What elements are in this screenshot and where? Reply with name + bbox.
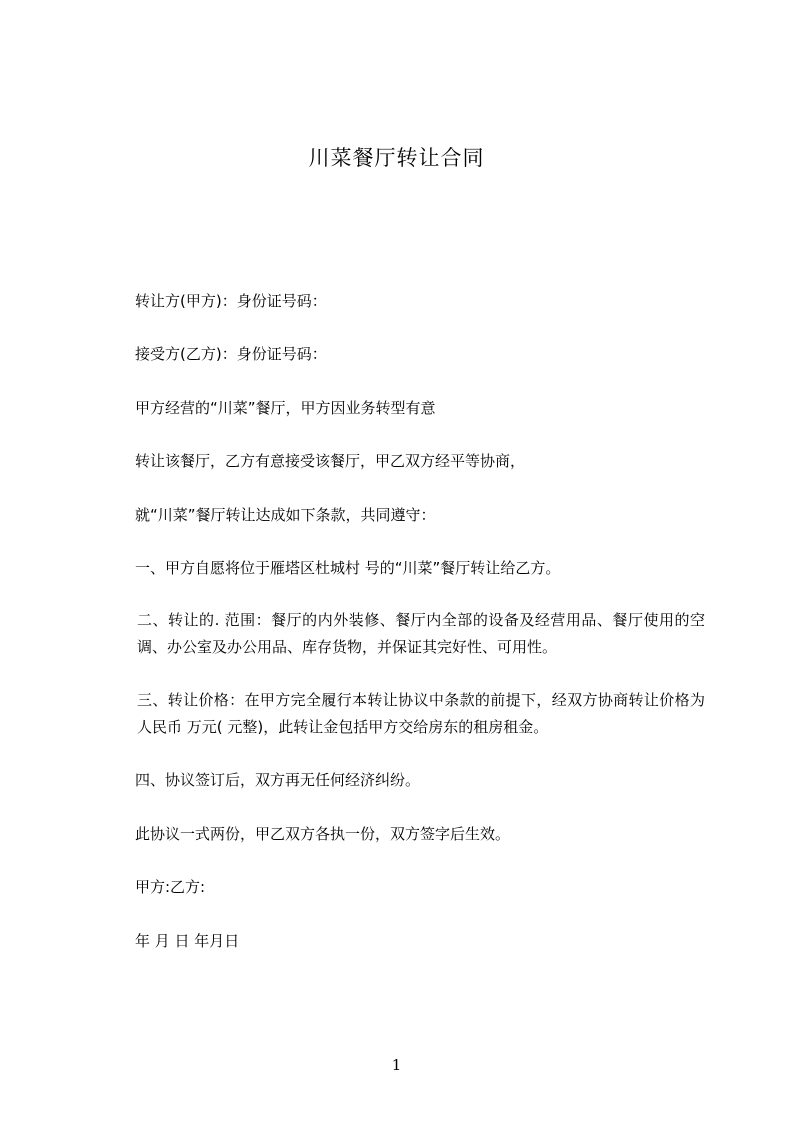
transferee-line: 接受方(乙方)：身份证号码： <box>135 345 327 363</box>
intro-paragraph-3: 就“川菜”餐厅转让达成如下条款，共同遵守： <box>135 506 436 524</box>
clause-2-text: 二、转让的. 范围：餐厅的内外装修、餐厅内全部的设备及经营用品、餐厅使用的空调、办公室及办公用品、库存货物，并保证其完好性、可用性。 <box>137 611 705 656</box>
clause-2 <box>105 607 705 661</box>
signature-line: 甲方:乙方: <box>135 878 206 896</box>
clause-3 <box>105 687 705 741</box>
document-title: 川菜餐厅转让合同 <box>308 146 485 170</box>
clause-4: 四、协议签订后，双方再无任何经济纠纷。 <box>135 771 421 789</box>
date-line: 年 月 日 年月日 <box>135 932 240 950</box>
clause-3-text: 三、转让价格：在甲方完全履行本转让协议中条款的前提下，经双方协商转让价格为人民币 万元( 元整)，此转让金包括甲方交给房东的租房租金。 <box>137 691 705 736</box>
clause-1: 一、甲方自愿将位于雁塔区杜城村 号的“川菜”餐厅转让给乙方。 <box>135 559 561 577</box>
transferor-line: 转让方(甲方)：身份证号码： <box>135 292 327 310</box>
copies-paragraph: 此协议一式两份，甲乙双方各执一份，双方签字后生效。 <box>135 825 511 843</box>
intro-paragraph-1: 甲方经营的“川菜”餐厅，甲方因业务转型有意 <box>135 399 436 417</box>
intro-paragraph-2: 转让该餐厅，乙方有意接受该餐厅，甲乙双方经平等协商， <box>135 452 526 470</box>
page-number: 1 <box>391 1056 402 1074</box>
